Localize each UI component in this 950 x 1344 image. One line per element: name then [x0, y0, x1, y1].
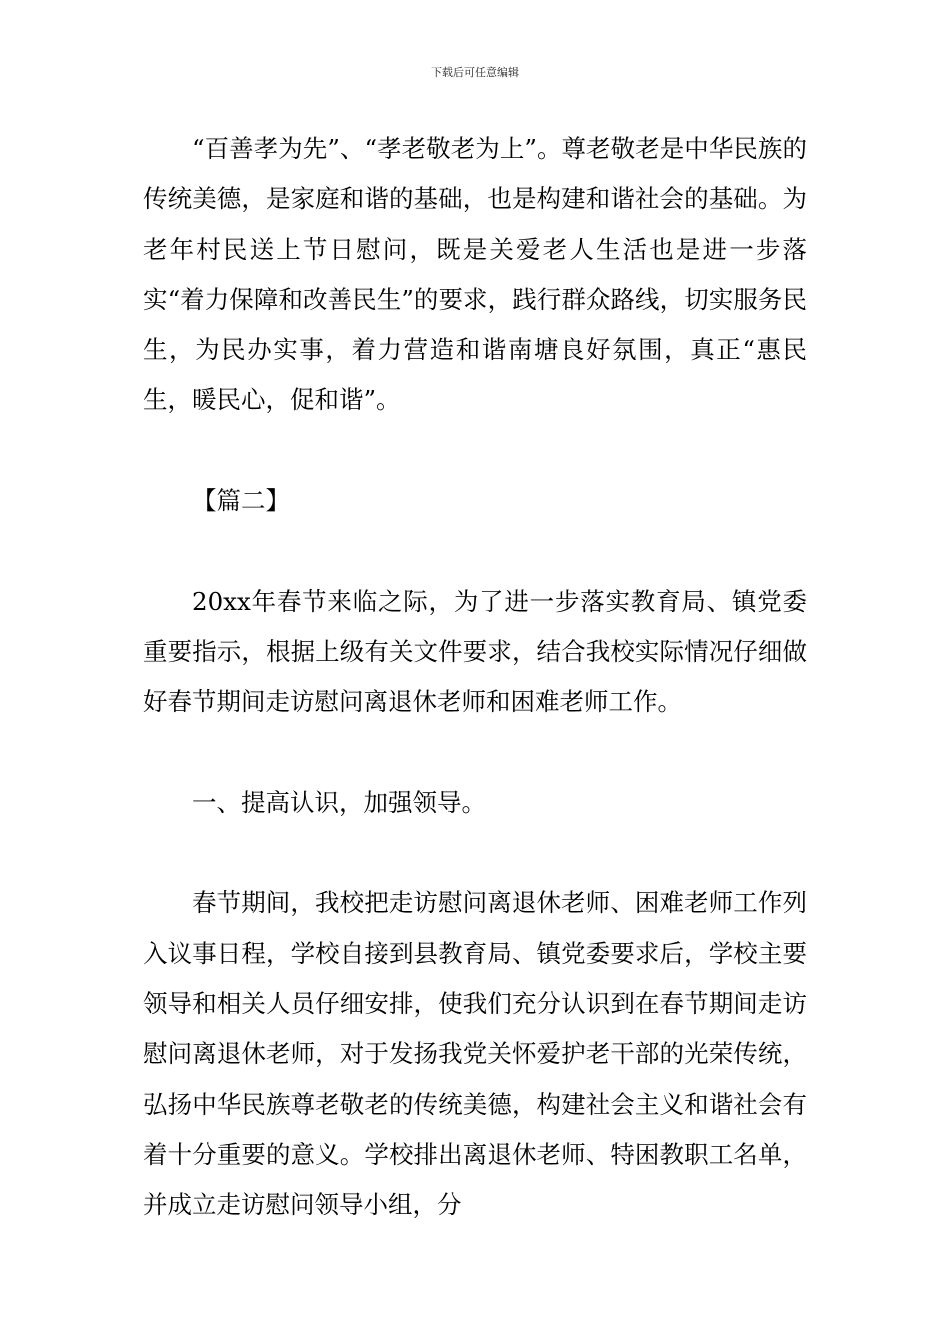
paragraph-gap — [143, 828, 807, 878]
section-title: 【篇二】 — [192, 486, 290, 516]
paragraph-gap — [143, 728, 807, 778]
paragraph-gap — [143, 426, 807, 476]
document-body — [143, 124, 807, 1231]
paragraph-respect-elders: “百善孝为先”、“孝老敬老为上”。尊老敬老是中华民族的传统美德，是家庭和谐的基础，也是构建和谐社会的基础。为老年村民送上节日慰问，既是关爱老人生活也是进一步落实“着力保障和改善民生”的要求，践行群众路线，切实服务民生，为民办实事，着力营造和谐南塘良好氛围，真正“惠民生，暖民心，促和谐”。 — [143, 134, 807, 415]
subheading-raise-awareness: 一、提高认识，加强领导。 — [192, 787, 486, 817]
paragraph-gap — [143, 526, 807, 576]
paragraph-spring-festival: 20xx年春节来临之际，为了进一步落实教育局、镇党委重要指示，根据上级有关文件要求，结合我校实际情况仔细做好春节期间走访慰问离退休老师和困难老师工作。 — [143, 586, 807, 717]
page-header-note: 下载后可任意编辑 — [431, 66, 519, 79]
paragraph-visit-arrangements: 春节期间，我校把走访慰问离退休老师、困难老师工作列入议事日程，学校自接到县教育局、镇党委要求后，学校主要领导和相关人员仔细安排，使我们充分认识到在春节期间走访慰问离退休老师，对于发扬我党关怀爱护老干部的光荣传统，弘扬中华民族尊老敬老的传统美德，构建社会主义和谐社会有着十分重要的意义。学校排出离退休老师、特困教职工名单，并成立走访慰问领导小组，分 — [143, 888, 807, 1220]
